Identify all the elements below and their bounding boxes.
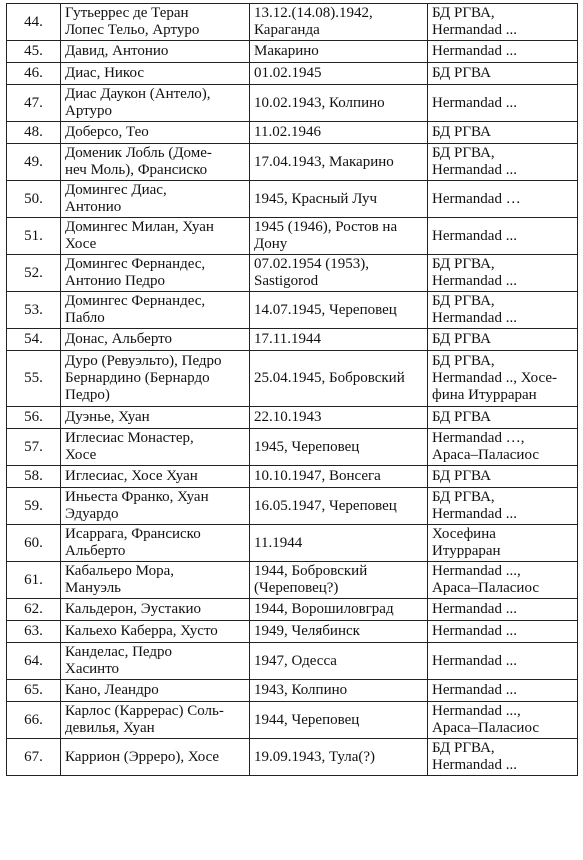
source-reference: Хосефина Итурраран [428, 525, 578, 562]
row-number: 56. [7, 407, 61, 429]
death-date-place: 1944, Бобровский (Череповец?) [250, 562, 428, 599]
table-row [7, 122, 578, 144]
source-reference: Hermandad …, Араса–Паласиос [428, 429, 578, 466]
person-name: Домингес Фернандес, Антонио Педро [61, 255, 250, 292]
row-number: 45. [7, 41, 61, 63]
table-row [7, 41, 578, 63]
source-reference: Hermandad ... [428, 680, 578, 702]
row-number: 62. [7, 599, 61, 621]
person-name: Диас, Никос [61, 63, 250, 85]
row-number: 48. [7, 122, 61, 144]
death-date-place: 1945 (1946), Ростов на Дону [250, 218, 428, 255]
row-number: 61. [7, 562, 61, 599]
person-name: Иглесиас, Хосе Хуан [61, 466, 250, 488]
person-name: Каррион (Эрреро), Хосе [61, 739, 250, 776]
source-reference: Hermandad ... [428, 621, 578, 643]
person-name: Давид, Антонио [61, 41, 250, 63]
death-date-place: 14.07.1945, Череповец [250, 292, 428, 329]
table-row [7, 407, 578, 429]
death-date-place: 1947, Одесса [250, 643, 428, 680]
person-name: Доберсо, Тео [61, 122, 250, 144]
person-name: Дуэнье, Хуан [61, 407, 250, 429]
death-date-place: 1945, Красный Луч [250, 181, 428, 218]
death-date-place: 1944, Череповец [250, 702, 428, 739]
source-reference: Hermandad ... [428, 643, 578, 680]
table-row [7, 702, 578, 739]
death-date-place: 16.05.1947, Череповец [250, 488, 428, 525]
death-date-place: 19.09.1943, Тула(?) [250, 739, 428, 776]
row-number: 60. [7, 525, 61, 562]
row-number: 63. [7, 621, 61, 643]
death-date-place: 10.02.1943, Колпино [250, 85, 428, 122]
row-number: 52. [7, 255, 61, 292]
table-row [7, 680, 578, 702]
source-reference: БД РГВА [428, 466, 578, 488]
table-row [7, 466, 578, 488]
death-date-place: Макарино [250, 41, 428, 63]
row-number: 50. [7, 181, 61, 218]
table-row [7, 429, 578, 466]
row-number: 51. [7, 218, 61, 255]
person-name: Кано, Леандро [61, 680, 250, 702]
source-reference: БД РГВА, Hermandad ... [428, 488, 578, 525]
person-name: Домингес Диас, Антонио [61, 181, 250, 218]
person-name: Иньеста Франко, Хуан Эдуардо [61, 488, 250, 525]
table-row [7, 329, 578, 351]
table-row [7, 643, 578, 680]
table-row [7, 255, 578, 292]
death-date-place: 25.04.1945, Бобровский [250, 351, 428, 407]
death-date-place: 10.10.1947, Вонсега [250, 466, 428, 488]
table-row [7, 85, 578, 122]
row-number: 66. [7, 702, 61, 739]
source-reference: Hermandad ..., Араса–Паласиос [428, 562, 578, 599]
row-number: 67. [7, 739, 61, 776]
source-reference: БД РГВА, Hermandad ... [428, 4, 578, 41]
person-name: Кальехо Каберра, Хусто [61, 621, 250, 643]
death-date-place: 01.02.1945 [250, 63, 428, 85]
death-date-place: 22.10.1943 [250, 407, 428, 429]
person-name: Гутьеррес де Теран Лопес Тельо, Артуро [61, 4, 250, 41]
source-reference: Hermandad ... [428, 599, 578, 621]
person-name: Кабальеро Мора, Мануэль [61, 562, 250, 599]
source-reference: БД РГВА, Hermandad .., Хосе- фина Итурраран [428, 351, 578, 407]
row-number: 54. [7, 329, 61, 351]
death-date-place: 17.04.1943, Макарино [250, 144, 428, 181]
person-name: Домингес Фернандес, Пабло [61, 292, 250, 329]
table-row [7, 739, 578, 776]
source-reference: Hermandad ... [428, 41, 578, 63]
table-row [7, 599, 578, 621]
person-name: Иглесиас Монастер, Хосе [61, 429, 250, 466]
table-row [7, 181, 578, 218]
source-reference: Hermandad … [428, 181, 578, 218]
person-name: Донас, Альберто [61, 329, 250, 351]
row-number: 65. [7, 680, 61, 702]
row-number: 49. [7, 144, 61, 181]
source-reference: БД РГВА [428, 329, 578, 351]
source-reference: Hermandad ... [428, 85, 578, 122]
table-row [7, 4, 578, 41]
death-date-place: 13.12.(14.08).1942, Караганда [250, 4, 428, 41]
death-date-place: 11.1944 [250, 525, 428, 562]
source-reference: Hermandad ..., Араса–Паласиос [428, 702, 578, 739]
row-number: 64. [7, 643, 61, 680]
row-number: 59. [7, 488, 61, 525]
death-date-place: 1944, Ворошиловград [250, 599, 428, 621]
table-row [7, 292, 578, 329]
person-name: Дуро (Ревуэльто), Педро Бернардино (Бернардо Педро) [61, 351, 250, 407]
death-date-place: 17.11.1944 [250, 329, 428, 351]
person-name: Канделас, Педро Хасинто [61, 643, 250, 680]
death-date-place: 1943, Колпино [250, 680, 428, 702]
source-reference: БД РГВА, Hermandad ... [428, 739, 578, 776]
source-reference: БД РГВА [428, 63, 578, 85]
row-number: 58. [7, 466, 61, 488]
source-reference: Hermandad ... [428, 218, 578, 255]
table-row [7, 562, 578, 599]
row-number: 55. [7, 351, 61, 407]
person-name: Доменик Лобль (Доме- неч Моль), Франсиско [61, 144, 250, 181]
death-date-place: 07.02.1954 (1953), Sastigorod [250, 255, 428, 292]
table-row [7, 218, 578, 255]
death-date-place: 1945, Череповец [250, 429, 428, 466]
table-row [7, 144, 578, 181]
table-row [7, 488, 578, 525]
row-number: 46. [7, 63, 61, 85]
source-reference: БД РГВА [428, 407, 578, 429]
row-number: 53. [7, 292, 61, 329]
table-row [7, 525, 578, 562]
source-reference: БД РГВА, Hermandad ... [428, 255, 578, 292]
death-date-place: 1949, Челябинск [250, 621, 428, 643]
person-name: Домингес Милан, Хуан Хосе [61, 218, 250, 255]
table-row [7, 351, 578, 407]
person-name: Карлос (Каррерас) Соль- девилья, Хуан [61, 702, 250, 739]
person-name: Диас Даукон (Антело), Артуро [61, 85, 250, 122]
register-table [6, 3, 578, 776]
person-name: Кальдерон, Эустакио [61, 599, 250, 621]
register-table-body [7, 4, 578, 776]
table-row [7, 621, 578, 643]
source-reference: БД РГВА, Hermandad ... [428, 144, 578, 181]
row-number: 44. [7, 4, 61, 41]
source-reference: БД РГВА [428, 122, 578, 144]
row-number: 47. [7, 85, 61, 122]
table-row [7, 63, 578, 85]
person-name: Исаррага, Франсиско Альберто [61, 525, 250, 562]
row-number: 57. [7, 429, 61, 466]
source-reference: БД РГВА, Hermandad ... [428, 292, 578, 329]
death-date-place: 11.02.1946 [250, 122, 428, 144]
